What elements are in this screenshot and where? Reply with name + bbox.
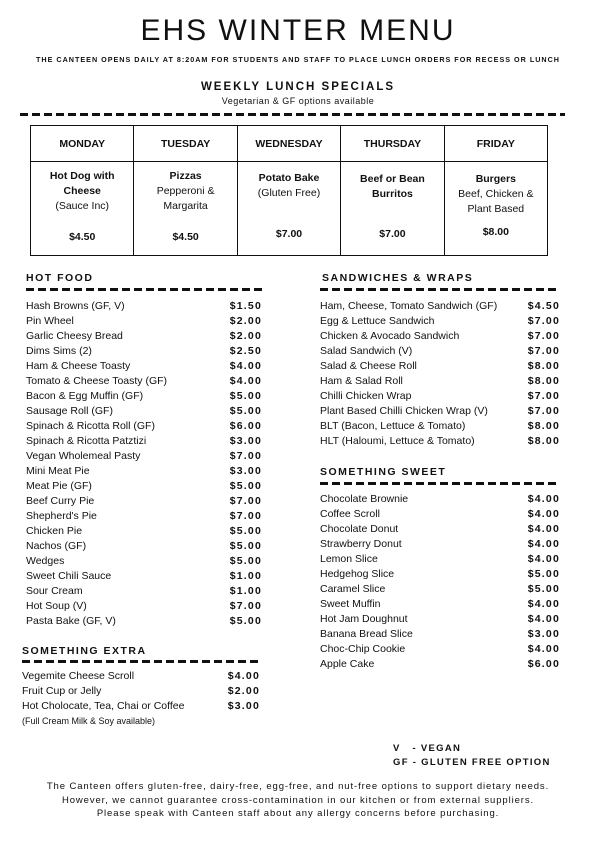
menu-item-name: Chocolate Donut [320, 523, 399, 535]
special-dish: Beef or Bean Burritos [360, 173, 425, 200]
menu-item-price: $1.00 [229, 585, 262, 597]
menu-item-price: $4.00 [527, 598, 560, 610]
menu-item-price: $5.00 [527, 568, 560, 580]
menu-item-price: $4.00 [229, 375, 262, 387]
menu-item [26, 374, 262, 389]
menu-title: EHS WINTER MENU [140, 14, 456, 47]
menu-item-price: $3.00 [229, 465, 262, 477]
special-dish: Burgers [475, 173, 516, 185]
menu-item-name: Ham, Cheese, Tomato Sandwich (GF) [320, 300, 498, 312]
menu-item-name: Vegemite Cheese Scroll [22, 670, 135, 682]
menu-item-price: $5.00 [229, 525, 262, 537]
menu-item-price: $4.00 [527, 553, 560, 565]
menu-item-price: $7.00 [527, 345, 560, 357]
menu-item [320, 434, 560, 449]
menu-item-name: Meat Pie (GF) [26, 480, 92, 492]
menu-item-name: Plant Based Chilli Chicken Wrap (V) [320, 405, 488, 417]
menu-item-name: Garlic Cheesy Bread [26, 330, 123, 342]
special-description: Pepperoni & Margarita [156, 185, 215, 212]
menu-item [26, 344, 262, 359]
menu-item-price: $4.50 [527, 300, 560, 312]
hot-food-list [26, 299, 262, 629]
menu-item [320, 657, 560, 672]
menu-item-name: Strawberry Donut [320, 538, 402, 550]
menu-item-price: $4.00 [527, 538, 560, 550]
something-sweet-heading: SOMETHING SWEET [320, 466, 447, 478]
special-thursday [341, 126, 444, 255]
menu-item-price: $5.00 [229, 615, 262, 627]
menu-item [320, 314, 560, 329]
disclaimer-line: The Canteen offers gluten-free, dairy-free, egg-free, and nut-free options to support dietary needs. [46, 781, 550, 792]
menu-item [26, 314, 262, 329]
menu-item [26, 599, 262, 614]
menu-item-price: $7.00 [229, 495, 262, 507]
menu-item-price: $2.00 [229, 330, 262, 342]
menu-item-price: $4.00 [527, 643, 560, 655]
menu-item [320, 374, 560, 389]
disclaimer-line: However, we cannot guarantee cross-contamination in our kitchen or from external suppliers. [61, 794, 535, 806]
menu-item-name: HLT (Haloumi, Lettuce & Tomato) [320, 435, 475, 447]
special-dish: Hot Dog with Cheese [49, 170, 115, 197]
weekly-specials-table [30, 125, 548, 256]
special-body [31, 162, 133, 255]
menu-item-name: Vegan Wholemeal Pasty [26, 450, 141, 462]
special-dish: Pizzas [169, 170, 202, 182]
menu-item [320, 329, 560, 344]
menu-item-price: $4.00 [527, 523, 560, 535]
day-label: MONDAY [31, 126, 133, 162]
menu-item [320, 419, 560, 434]
day-label: THURSDAY [341, 126, 443, 162]
menu-item-price: $8.00 [527, 435, 560, 447]
special-body [134, 162, 236, 255]
menu-item [320, 344, 560, 359]
menu-item-name: Dims Sims (2) [26, 345, 92, 357]
menu-item-price: $7.00 [229, 600, 262, 612]
menu-item-price: $4.00 [527, 613, 560, 625]
legend-gluten-free: GF - GLUTEN FREE OPTION [393, 757, 551, 768]
allergy-disclaimer [0, 780, 596, 821]
menu-item-name: Beef Curry Pie [26, 495, 95, 507]
menu-item [320, 642, 560, 657]
menu-item-price: $5.00 [229, 480, 262, 492]
special-monday [31, 126, 134, 255]
day-label: FRIDAY [445, 126, 547, 162]
weekly-specials-subheading: Vegetarian & GF options available [221, 96, 375, 106]
menu-item [320, 552, 560, 567]
menu-item-price: $7.00 [527, 405, 560, 417]
special-price: $4.50 [69, 231, 96, 243]
menu-item [26, 554, 262, 569]
menu-item-name: Spinach & Ricotta Patztizi [26, 435, 147, 447]
menu-item-price: $5.00 [229, 540, 262, 552]
menu-item [320, 597, 560, 612]
menu-item-price: $4.00 [227, 670, 260, 682]
special-description: (Gluten Free) [257, 187, 321, 199]
menu-item [22, 684, 260, 699]
menu-item-name: Lemon Slice [320, 553, 378, 565]
sandwiches-list [320, 299, 560, 449]
weekly-specials-heading: WEEKLY LUNCH SPECIALS [200, 81, 396, 93]
menu-item-name: Hedgehog Slice [320, 568, 395, 580]
menu-item-price: $7.00 [527, 390, 560, 402]
disclaimer-line: Please speak with Canteen staff about any allergy concerns before purchasing. [96, 808, 500, 819]
day-label: WEDNESDAY [238, 126, 340, 162]
menu-item-name: Ham & Salad Roll [320, 375, 403, 387]
menu-item-price: $5.00 [229, 555, 262, 567]
menu-item-name: Caramel Slice [320, 583, 386, 595]
menu-item [320, 567, 560, 582]
special-body [238, 162, 340, 255]
special-wednesday [238, 126, 341, 255]
menu-item-price: $6.00 [527, 658, 560, 670]
menu-item-price: $3.00 [227, 700, 260, 712]
menu-item-name: Mini Meat Pie [26, 465, 90, 477]
menu-item-price: $5.00 [229, 390, 262, 402]
menu-item-price: $2.00 [227, 685, 260, 697]
menu-item [320, 299, 560, 314]
menu-item [26, 329, 262, 344]
something-extra-heading: SOMETHING EXTRA [22, 645, 147, 657]
something-extra-list [22, 669, 260, 714]
menu-item-price: $1.00 [229, 570, 262, 582]
menu-item [26, 494, 262, 509]
menu-item-price: $7.00 [527, 315, 560, 327]
menu-item-name: Coffee Scroll [320, 508, 380, 520]
menu-item [26, 569, 262, 584]
menu-item [26, 539, 262, 554]
menu-item-name: Chicken Pie [26, 525, 83, 537]
menu-item-name: Spinach & Ricotta Roll (GF) [26, 420, 155, 432]
menu-item [26, 434, 262, 449]
menu-item [320, 507, 560, 522]
special-description: (Sauce Inc) [55, 200, 110, 212]
menu-item [320, 492, 560, 507]
special-body [341, 162, 443, 255]
menu-item-price: $4.00 [229, 360, 262, 372]
menu-item-name: Hot Cholocate, Tea, Chai or Coffee [22, 700, 185, 712]
menu-item-name: Apple Cake [320, 658, 375, 670]
menu-item-name: Chicken & Avocado Sandwich [320, 330, 460, 342]
divider [20, 113, 565, 116]
menu-item-name: Bacon & Egg Muffin (GF) [26, 390, 144, 402]
menu-item [26, 509, 262, 524]
menu-item [320, 582, 560, 597]
menu-item-name: Hot Jam Doughnut [320, 613, 408, 625]
special-tuesday [134, 126, 237, 255]
divider [26, 288, 264, 291]
menu-item [320, 359, 560, 374]
menu-item-name: Ham & Cheese Toasty [26, 360, 131, 372]
day-label: TUESDAY [134, 126, 236, 162]
menu-item-name: Salad & Cheese Roll [320, 360, 417, 372]
menu-item-name: Tomato & Cheese Toasty (GF) [26, 375, 168, 387]
special-dish: Potato Bake [258, 172, 320, 184]
menu-item [320, 389, 560, 404]
menu-item-price: $3.00 [527, 628, 560, 640]
special-price: $7.00 [379, 228, 406, 240]
menu-item [26, 404, 262, 419]
menu-item [320, 537, 560, 552]
menu-item-name: Pin Wheel [26, 315, 74, 327]
menu-item-name: Sweet Chili Sauce [26, 570, 112, 582]
menu-item [26, 464, 262, 479]
menu-item-price: $7.00 [527, 330, 560, 342]
legend-vegan: V - VEGAN [393, 743, 462, 754]
menu-item-price: $5.00 [229, 405, 262, 417]
menu-item-price: $8.00 [527, 375, 560, 387]
menu-item-name: Chilli Chicken Wrap [320, 390, 412, 402]
menu-item-name: Hash Browns (GF, V) [26, 300, 125, 312]
menu-item-price: $4.00 [527, 493, 560, 505]
menu-item-name: Nachos (GF) [26, 540, 87, 552]
dietary-legend [393, 742, 551, 770]
menu-item [26, 524, 262, 539]
menu-item-price: $1.50 [229, 300, 262, 312]
divider [320, 482, 558, 485]
menu-item-price: $6.00 [229, 420, 262, 432]
menu-item [26, 419, 262, 434]
menu-item-name: BLT (Bacon, Lettuce & Tomato) [320, 420, 466, 432]
menu-item-name: Fruit Cup or Jelly [22, 685, 102, 697]
hot-food-heading: HOT FOOD [26, 272, 94, 284]
menu-item-price: $8.00 [527, 420, 560, 432]
menu-item [22, 699, 260, 714]
menu-item-price: $8.00 [527, 360, 560, 372]
menu-item-name: Shepherd's Pie [26, 510, 97, 522]
menu-item [26, 449, 262, 464]
menu-item [320, 627, 560, 642]
menu-item [26, 359, 262, 374]
menu-item-price: $2.50 [229, 345, 262, 357]
special-description: Beef, Chicken & Plant Based [458, 188, 534, 215]
menu-item-name: Sweet Muffin [320, 598, 381, 610]
menu-item-price: $7.00 [229, 510, 262, 522]
menu-item-name: Sour Cream [26, 585, 83, 597]
special-body [445, 162, 547, 255]
menu-item-name: Banana Bread Slice [320, 628, 413, 640]
menu-item-name: Choc-Chip Cookie [320, 643, 406, 655]
something-sweet-list [320, 492, 560, 672]
menu-item-name: Hot Soup (V) [26, 600, 87, 612]
menu-item-price: $5.00 [527, 583, 560, 595]
divider [22, 660, 262, 663]
menu-item [320, 522, 560, 537]
menu-item [26, 584, 262, 599]
milk-note: (Full Cream Milk & Soy available) [22, 716, 156, 726]
menu-item-price: $2.00 [229, 315, 262, 327]
menu-item [320, 612, 560, 627]
menu-item-name: Chocolate Brownie [320, 493, 409, 505]
menu-item [22, 669, 260, 684]
divider [320, 288, 560, 291]
menu-item [26, 614, 262, 629]
sandwiches-heading: SANDWICHES & WRAPS [322, 272, 474, 284]
menu-item [26, 479, 262, 494]
menu-item-name: Sausage Roll (GF) [26, 405, 113, 417]
special-price: $7.00 [275, 228, 303, 240]
menu-item [26, 299, 262, 314]
menu-item-name: Wedges [26, 555, 65, 567]
menu-item-name: Egg & Lettuce Sandwich [320, 315, 435, 327]
menu-item [320, 404, 560, 419]
menu-item [26, 389, 262, 404]
menu-item-price: $4.00 [527, 508, 560, 520]
menu-item-price: $3.00 [229, 435, 262, 447]
menu-item-name: Pasta Bake (GF, V) [26, 615, 116, 627]
opening-hours-note: THE CANTEEN OPENS DAILY AT 8:20AM FOR STUDENTS AND STAFF TO PLACE LUNCH ORDERS FOR RECESS OR LUNCH [36, 55, 560, 64]
menu-item-price: $7.00 [229, 450, 262, 462]
special-price: $8.00 [482, 226, 509, 238]
special-friday [445, 126, 547, 255]
special-price: $4.50 [172, 231, 199, 243]
menu-item-name: Salad Sandwich (V) [320, 345, 413, 357]
